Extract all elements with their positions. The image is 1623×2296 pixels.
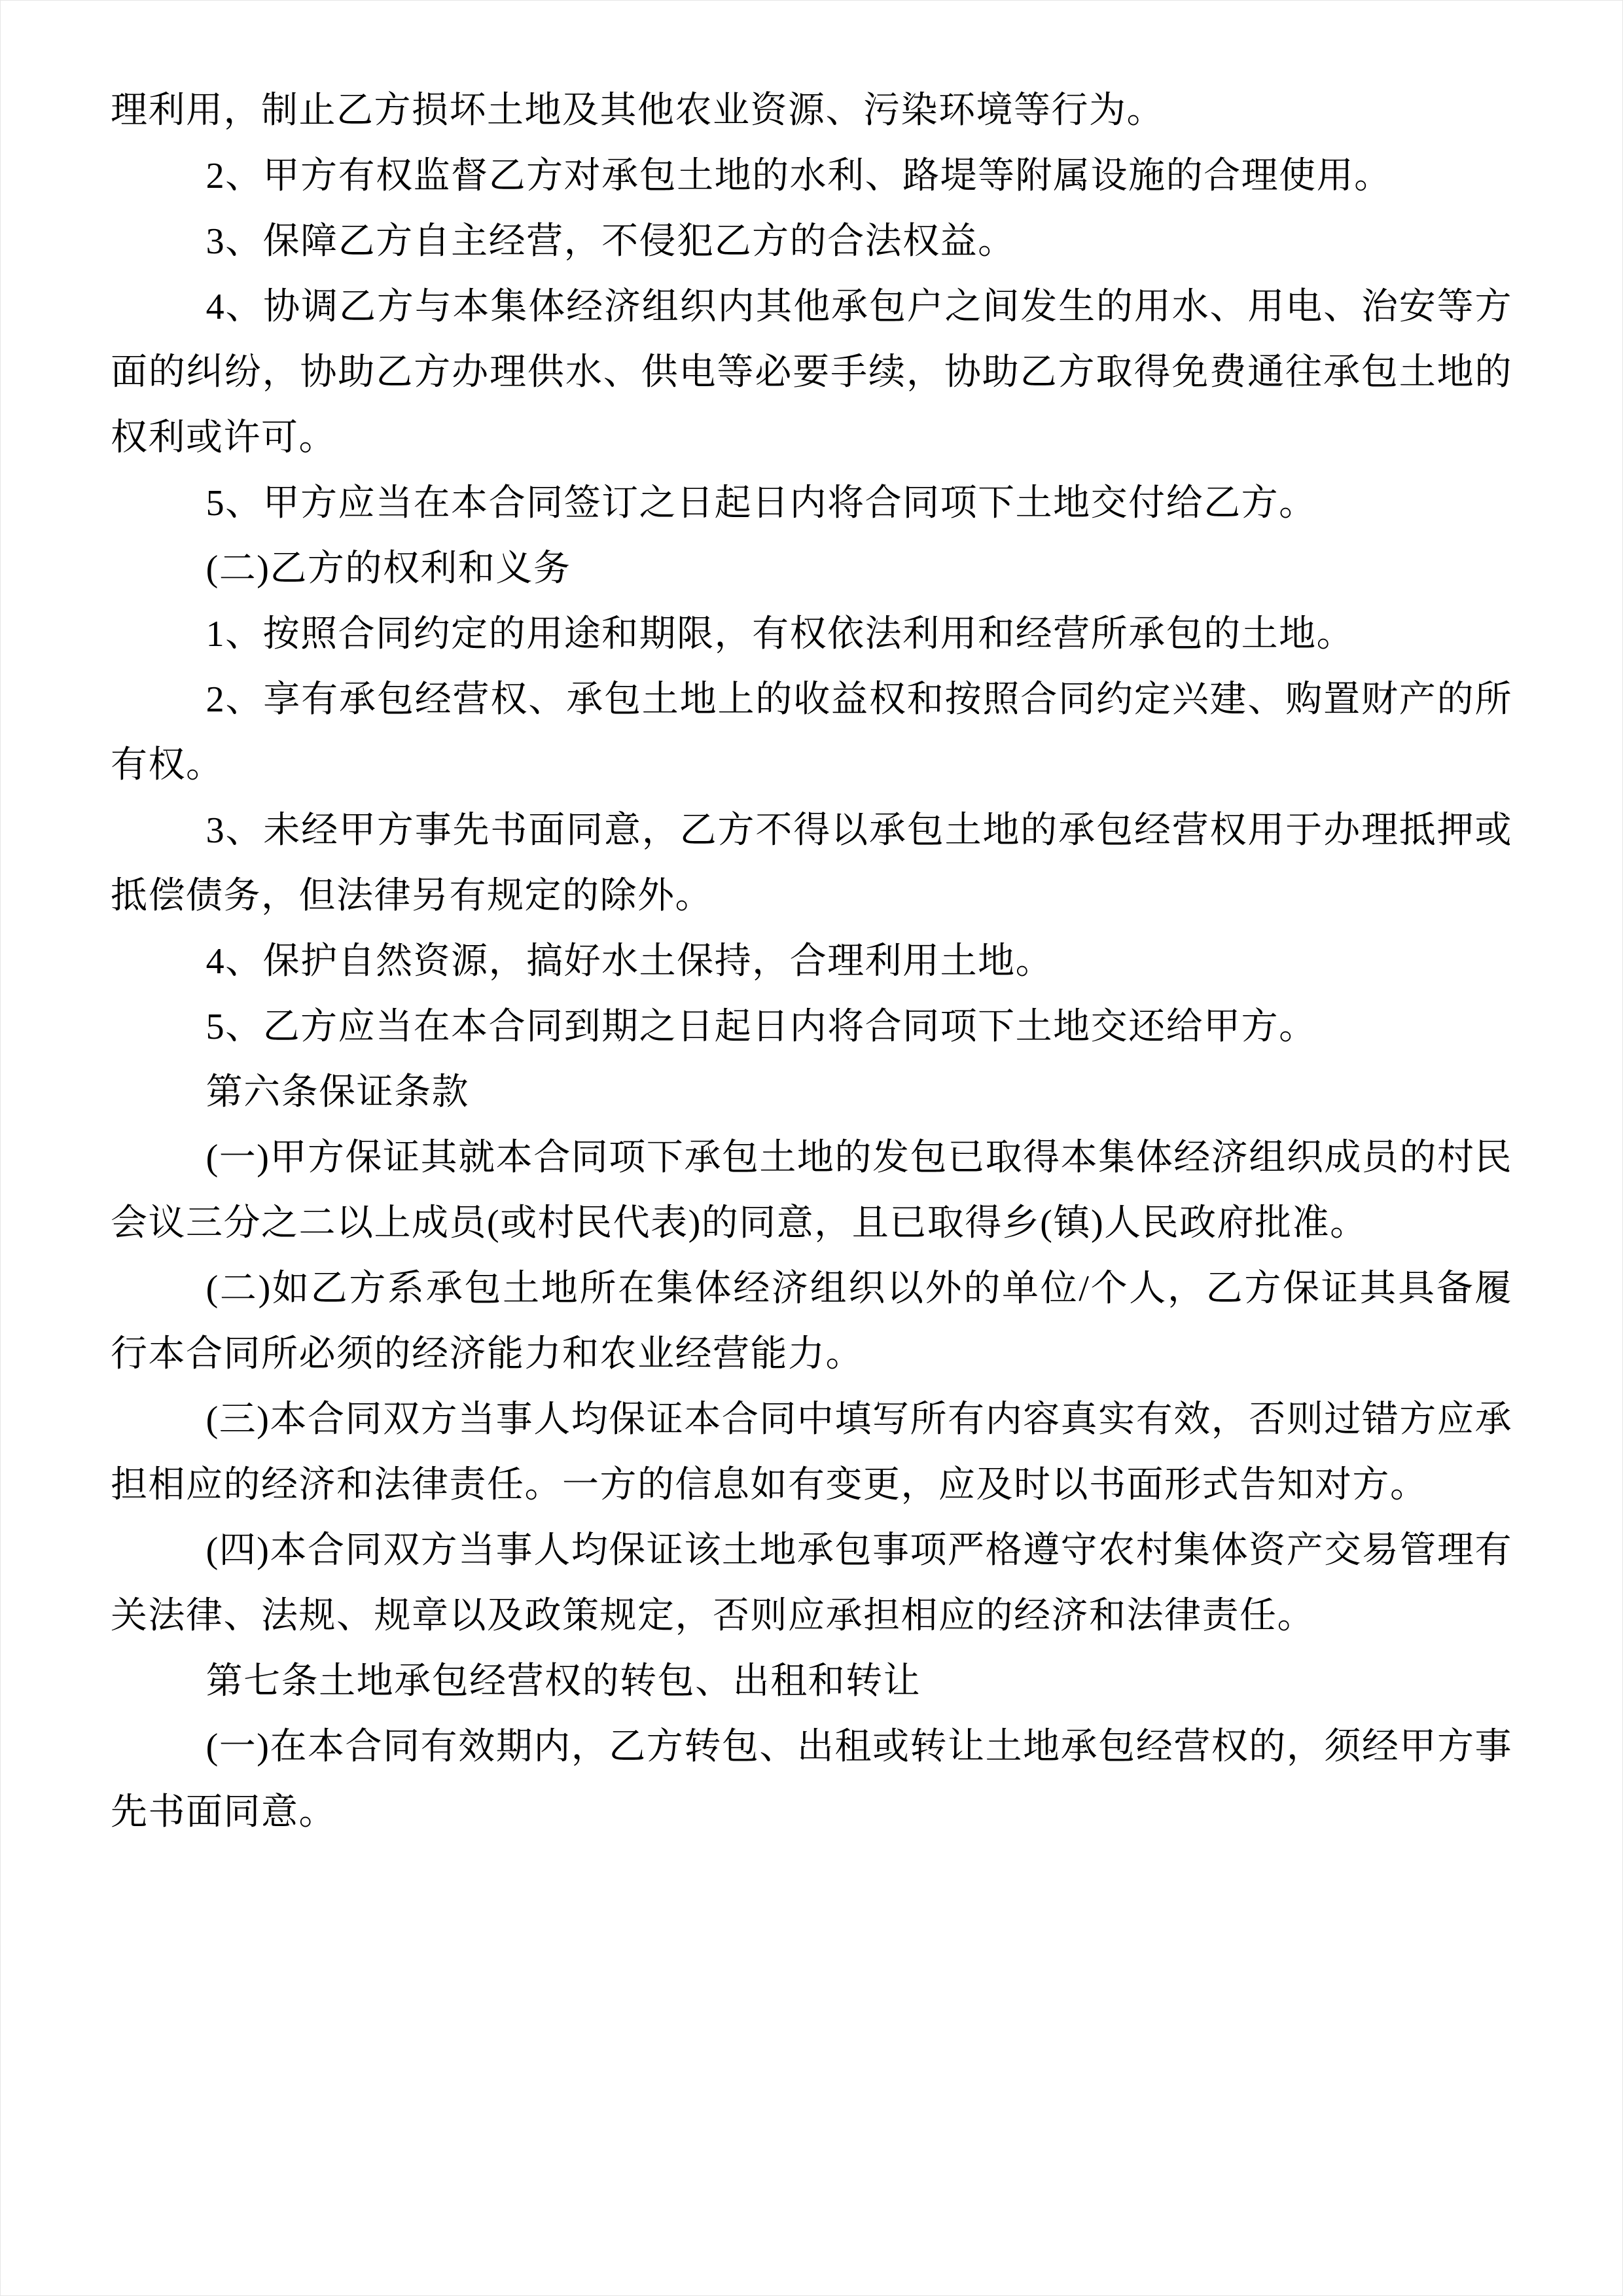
section-heading-article-6: 第六条保证条款 [205,1072,470,1113]
paragraph: 2、甲方有权监督乙方对承包土地的水利、路堤等附属设施的合理使用。 [205,156,1392,196]
paragraph: (二)如乙方系承包土地所在集体经济组织以外的单位/个人，乙方保证其具备履行本合同所必须的经济能力和农业经营能力。 [111,1268,1512,1374]
paragraph: 4、协调乙方与本集体经济组织内其他承包户之间发生的用水、用电、治安等方面的纠纷，协助乙方办理供水、供电等必要手续，协助乙方取得免费通往承包土地的权利或许可。 [111,287,1512,458]
paragraph: (四)本合同双方当事人均保证该土地承包事项严格遵守农村集体资产交易管理有关法律、法规、规章以及政策规定，否则应承担相应的经济和法律责任。 [111,1530,1512,1636]
paragraph: 1、按照合同约定的用途和期限，有权依法利用和经营所承包的土地。 [205,614,1355,655]
paragraph: 2、享有承包经营权、承包土地上的收益权和按照合同约定兴建、购置财产的所有权。 [111,679,1512,785]
paragraph: (一)甲方保证其就本合同项下承包土地的发包已取得本集体经济组织成员的村民会议三分之二以上成员(或村民代表)的同意，且已取得乡(镇)人民政府批准。 [111,1138,1512,1244]
section-heading-article-7: 第七条土地承包经营权的转包、出租和转让 [205,1661,921,1702]
paragraph: (一)在本合同有效期内，乙方转包、出租或转让土地承包经营权的，须经甲方事先书面同意。 [111,1727,1512,1833]
contract-body [111,78,1512,1845]
paragraph: 5、甲方应当在本合同签订之日起日内将合同项下土地交付给乙方。 [205,483,1317,524]
paragraph: (三)本合同双方当事人均保证本合同中填写所有内容真实有效，否则过错方应承担相应的经济和法律责任。一方的信息如有变更，应及时以书面形式告知对方。 [111,1399,1512,1505]
paragraph: 4、保护自然资源，搞好水土保持，合理利用土地。 [205,941,1054,982]
paragraph: 3、保障乙方自主经营，不侵犯乙方的合法权益。 [205,221,1016,262]
paragraph: 5、乙方应当在本合同到期之日起日内将合同项下土地交还给甲方。 [205,1007,1317,1047]
paragraph-continuation: 理利用，制止乙方损坏土地及其他农业资源、污染环境等行为。 [111,90,1164,131]
section-subheading: (二)乙方的权利和义务 [205,548,571,589]
paragraph: 3、未经甲方事先书面同意，乙方不得以承包土地的承包经营权用于办理抵押或抵偿债务，但法律另有规定的除外。 [111,810,1512,916]
